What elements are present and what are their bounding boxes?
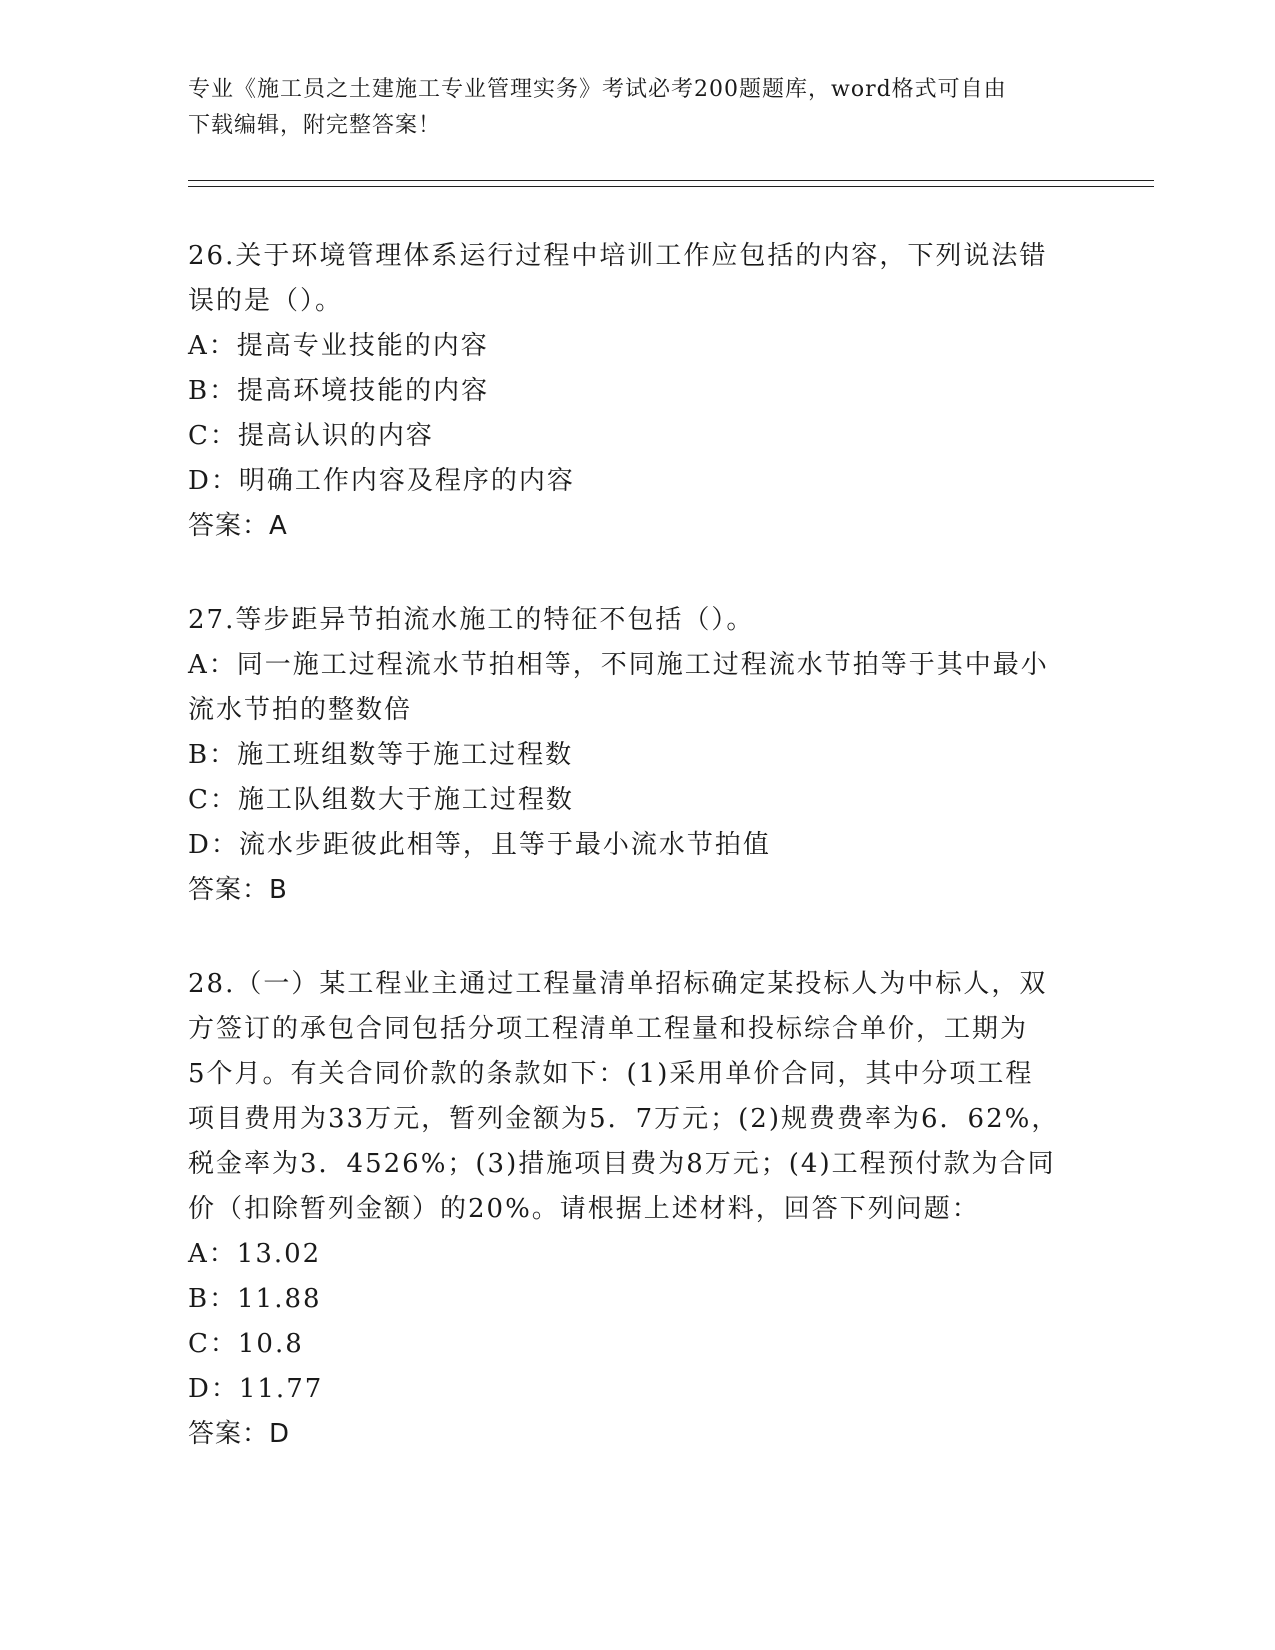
option-c: C：施工队组数大于施工过程数 <box>188 785 574 815</box>
question-stem-line: 5个月。有关合同价款的条款如下：(1)采用单价合同，其中分项工程 <box>188 1059 1034 1089</box>
header-line-1: 专业《施工员之土建施工专业管理实务》考试必考200题题库，word格式可自由 <box>188 77 1007 102</box>
answer-label: 答案：A <box>188 511 288 541</box>
question-stem-line: 税金率为3．4526%；(3)措施项目费为8万元；(4)工程预付款为合同 <box>188 1149 1056 1179</box>
header-divider-top <box>188 180 1154 181</box>
option-b: B：提高环境技能的内容 <box>188 376 490 406</box>
option-c: C：10.8 <box>188 1329 304 1359</box>
option-d: D：明确工作内容及程序的内容 <box>188 466 575 496</box>
option-d: D：流水步距彼此相等，且等于最小流水节拍值 <box>188 830 771 860</box>
answer-label: 答案：B <box>188 875 288 905</box>
option-b: B：11.88 <box>188 1284 322 1314</box>
option-a: A：同一施工过程流水节拍相等，不同施工过程流水节拍等于其中最小 <box>188 650 1049 680</box>
question-28 <box>188 962 1078 1457</box>
option-d: D：11.77 <box>188 1374 324 1404</box>
option-b: B：施工班组数等于施工过程数 <box>188 740 574 770</box>
question-stem-line: 方签订的承包合同包括分项工程清单工程量和投标综合单价，工期为 <box>188 1014 1029 1044</box>
question-26 <box>188 234 1078 549</box>
question-stem-line: 项目费用为33万元，暂列金额为5．7万元；(2)规费费率为6．62%， <box>188 1104 1060 1134</box>
answer-label: 答案：D <box>188 1419 291 1449</box>
option-a-continued: 流水节拍的整数倍 <box>188 695 413 725</box>
option-c: C：提高认识的内容 <box>188 421 434 451</box>
header-line-2: 下载编辑，附完整答案！ <box>188 113 442 138</box>
question-stem-line: 价（扣除暂列金额）的20%。请根据上述材料，回答下列问题： <box>188 1194 980 1224</box>
question-stem-line: 27.等步距异节拍流水施工的特征不包括（）。 <box>188 605 755 635</box>
option-a: A：提高专业技能的内容 <box>188 331 489 361</box>
question-stem-line: 26.关于环境管理体系运行过程中培训工作应包括的内容，下列说法错 <box>188 241 1048 271</box>
document-header <box>188 72 1088 144</box>
header-divider-bottom <box>188 186 1154 187</box>
question-27 <box>188 598 1078 913</box>
question-stem-line: 误的是（）。 <box>188 286 344 316</box>
question-stem-line: 28.（一）某工程业主通过工程量清单招标确定某投标人为中标人，双 <box>188 969 1048 999</box>
option-a: A：13.02 <box>188 1239 322 1269</box>
